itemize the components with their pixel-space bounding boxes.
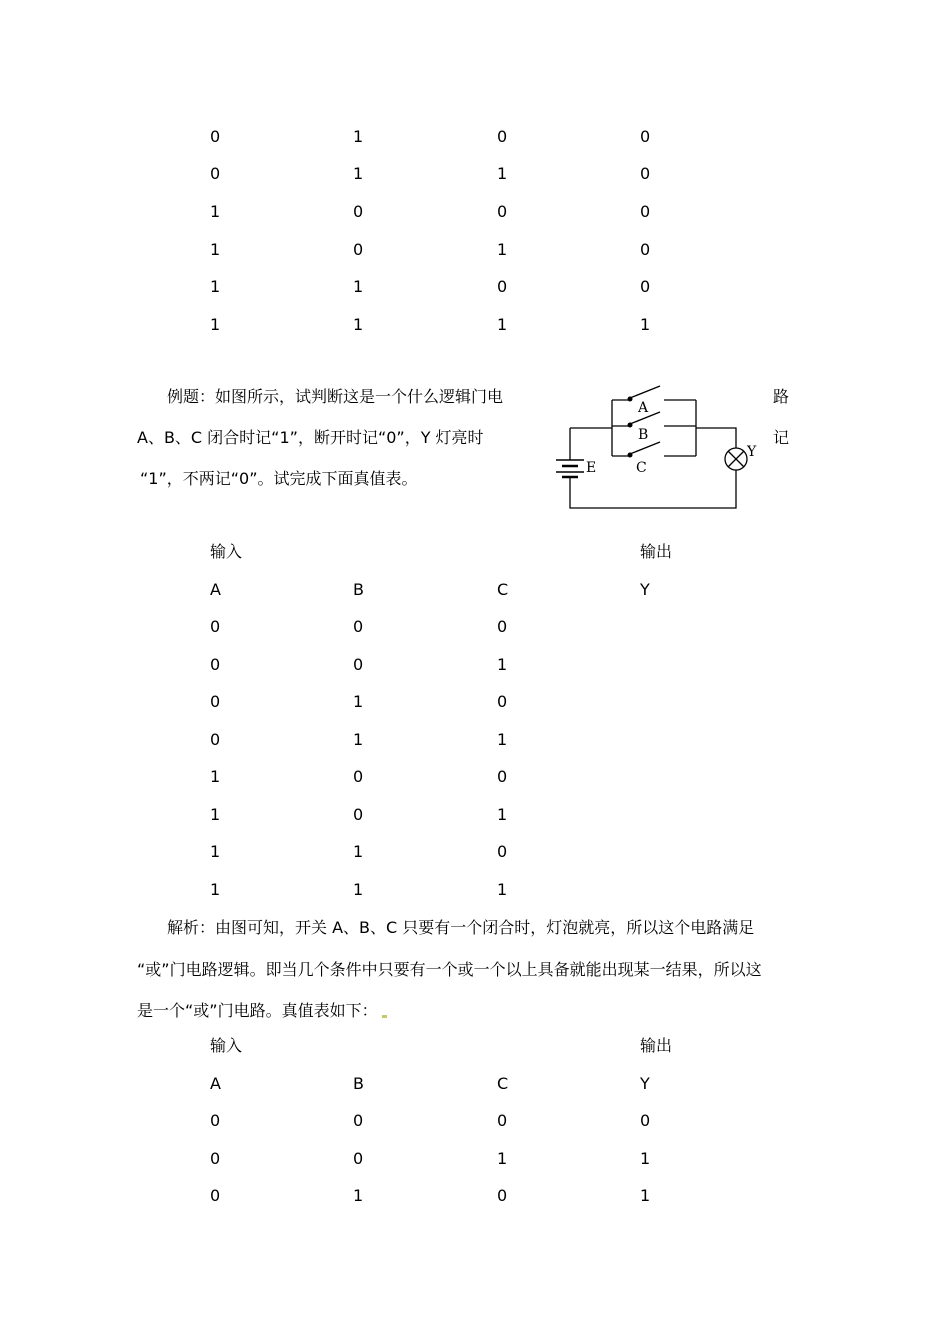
table-cell: 0 [353,1111,364,1130]
switch-a-contact [628,397,633,402]
header-c: C [497,1074,509,1093]
table-cell: 0 [497,277,508,296]
output-label: 输出 [640,1036,673,1055]
example-line-2: A、B、C 闭合时记“1”，断开时记“0”，Y 灯亮时 [137,428,484,447]
text-anchor-mark [382,1015,387,1018]
table-cell: 1 [497,880,508,899]
table-cell: 0 [353,767,364,786]
label-e: E [586,460,597,476]
table-cell: 0 [210,1149,221,1168]
table-cell: 0 [210,127,221,146]
table-cell: 1 [353,164,364,183]
lamp-cross [728,451,744,467]
table-cell: 0 [210,164,221,183]
input-label: 输入 [210,542,243,561]
header-b: B [353,1074,364,1093]
header-a: A [210,1074,221,1093]
table-cell: 0 [353,617,364,636]
switch-c-contact [628,453,633,458]
table-cell: 0 [353,202,364,221]
table-cell: 0 [640,277,651,296]
table-cell: 0 [497,842,508,861]
table-cell: 1 [497,805,508,824]
table-cell: 1 [210,277,221,296]
example-line-3: “1”，不两记“0”。试完成下面真值表。 [140,469,418,488]
battery-icon [556,460,584,477]
header-y: Y [640,580,650,599]
table-cell: 1 [497,655,508,674]
label-c: C [636,460,647,476]
analysis-line-2: “或”门电路逻辑。即当几个条件中只要有一个或一个以上具备就能出现某一结果，所以这 [137,960,762,979]
wire-right [696,428,736,448]
table-cell: 1 [353,127,364,146]
table-cell: 1 [353,277,364,296]
table-cell: 1 [640,315,651,334]
table-cell: 0 [497,127,508,146]
example-line-1-end: 路 [773,387,790,406]
table-cell: 1 [210,767,221,786]
table-cell: 0 [353,1149,364,1168]
table-cell: 0 [497,692,508,711]
label-a: A [638,400,649,416]
analysis-line-3-text: 是一个“或”门电路。真值表如下： [137,1001,378,1020]
example-line-2-end: 记 [773,428,790,447]
table-cell: 0 [640,127,651,146]
switch-b-contact [628,423,633,428]
table-cell: 0 [497,202,508,221]
output-label: 输出 [640,542,673,561]
input-label: 输入 [210,1036,243,1055]
table-cell: 0 [640,164,651,183]
table-cell: 1 [210,240,221,259]
table-cell: 1 [210,880,221,899]
circuit-diagram [550,380,765,515]
analysis-line-1: 解析：由图可知，开关 A、B、C 只要有一个闭合时，灯泡就亮，所以这个电路满足 [167,918,755,937]
example-line-1: 例题：如图所示，试判断这是一个什么逻辑门电 [167,387,504,406]
table-cell: 0 [210,617,221,636]
table-cell: 1 [353,692,364,711]
table-cell: 1 [353,730,364,749]
header-y: Y [640,1074,650,1093]
table-cell: 0 [353,655,364,674]
table-cell: 0 [640,1111,651,1130]
table-cell: 1 [210,315,221,334]
table-cell: 0 [353,240,364,259]
table-cell: 0 [640,202,651,221]
table-cell: 1 [210,805,221,824]
table-cell: 0 [497,767,508,786]
label-b: B [638,427,649,443]
label-y: Y [747,444,757,460]
table-cell: 1 [210,202,221,221]
table-cell: 0 [210,730,221,749]
table-cell: 1 [353,842,364,861]
switch-a-blade [630,386,660,398]
header-b: B [353,580,364,599]
table-cell: 0 [497,1111,508,1130]
header-c: C [497,580,509,599]
table-cell: 1 [497,240,508,259]
table-cell: 1 [353,315,364,334]
table-cell: 1 [497,315,508,334]
table-cell: 1 [640,1186,651,1205]
table-cell: 1 [210,842,221,861]
table-cell: 1 [497,1149,508,1168]
table-cell: 0 [210,1186,221,1205]
table-cell: 1 [640,1149,651,1168]
table-cell: 0 [497,617,508,636]
table-cell: 0 [497,1186,508,1205]
table-cell: 1 [353,1186,364,1205]
table-cell: 1 [497,730,508,749]
table-cell: 1 [497,164,508,183]
header-a: A [210,580,221,599]
table-cell: 0 [210,692,221,711]
table-cell: 0 [353,805,364,824]
switch-c-blade [630,442,660,454]
table-cell: 0 [640,240,651,259]
analysis-line-3 [137,1001,387,1021]
table-cell: 0 [210,655,221,674]
table-cell: 0 [210,1111,221,1130]
table-cell: 1 [353,880,364,899]
